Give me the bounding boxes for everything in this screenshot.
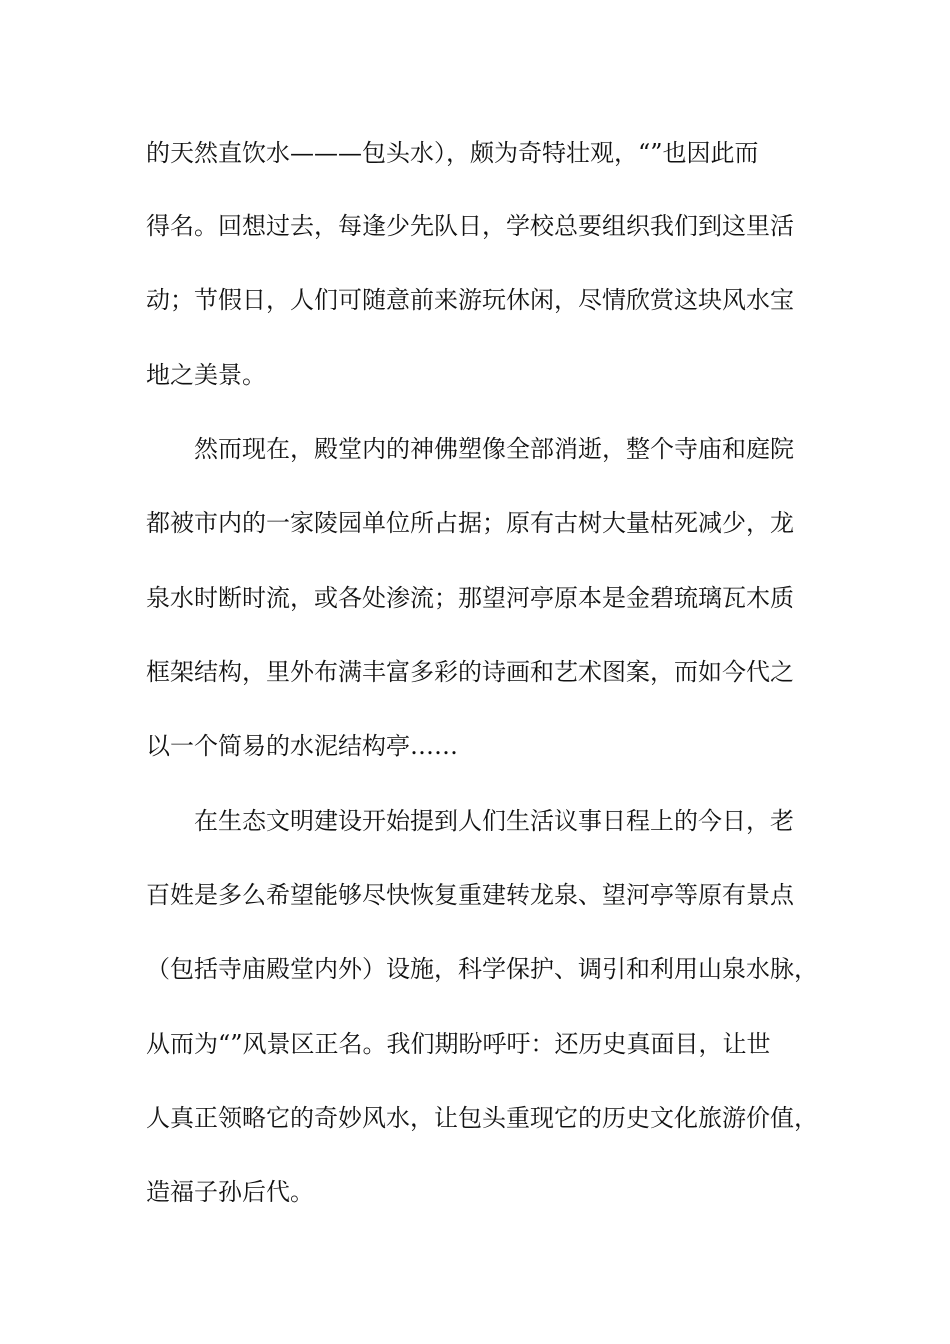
text-line-11: 百姓是多么希望能够尽快恢复重建转龙泉、望河亭等原有景点 <box>146 881 794 909</box>
text-line-9: 以一个简易的水泥结构亭…… <box>146 732 458 760</box>
paragraph-2-line-1: 然而现在，殿堂内的神佛塑像全部消逝，整个寺庙和庭院 <box>194 435 794 463</box>
text-line-6: 都被市内的一家陵园单位所占据；原有古树大量枯死减少，龙 <box>146 509 794 537</box>
text-line-3: 动；节假日，人们可随意前来游玩休闲，尽情欣赏这块风水宝 <box>146 286 794 314</box>
text-line-4: 地之美景。 <box>146 361 266 389</box>
text-line-12: （包括寺庙殿堂内外）设施，科学保护、调引和利用山泉水脉， <box>146 955 818 983</box>
text-line-15: 造福子孙后代。 <box>146 1178 314 1206</box>
paragraph-3-line-1: 在生态文明建设开始提到人们生活议事日程上的今日，老 <box>194 807 794 835</box>
text-line-7: 泉水时断时流，或各处渗流；那望河亭原本是金碧琉璃瓦木质 <box>146 584 794 612</box>
text-line-2: 得名。回想过去，每逢少先队日，学校总要组织我们到这里活 <box>146 212 794 240</box>
text-line-1: 的天然直饮水———包头水），颇为奇特壮观，“”也因此而 <box>146 139 759 167</box>
text-line-14: 人真正领略它的奇妙风水，让包头重现它的历史文化旅游价值， <box>146 1104 818 1132</box>
text-line-8: 框架结构，里外布满丰富多彩的诗画和艺术图案，而如今代之 <box>146 658 794 686</box>
text-line-13: 从而为“”风景区正名。我们期盼呼吁：还历史真面目，让世 <box>146 1030 771 1058</box>
